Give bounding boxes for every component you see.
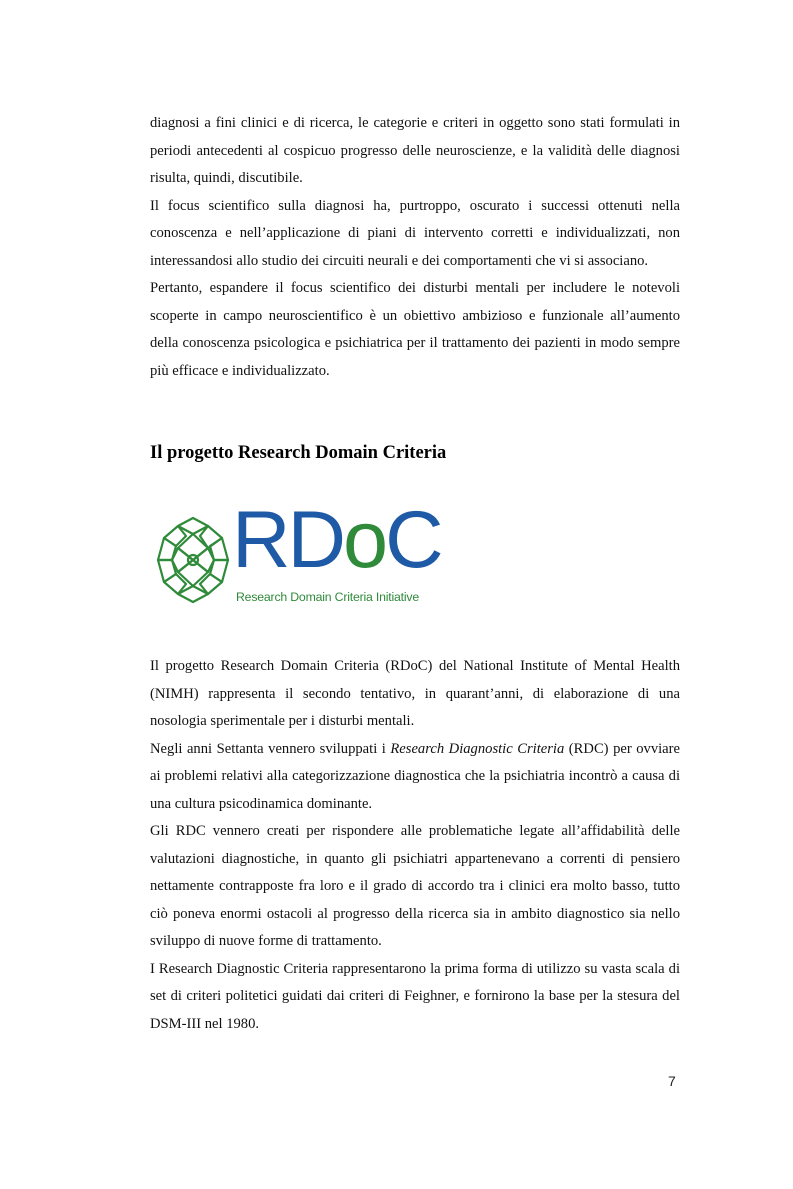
page-number: 7: [668, 1073, 676, 1089]
section-heading: Il progetto Research Domain Criteria: [150, 443, 447, 463]
body-text-bottom: [150, 653, 680, 1038]
paragraph: I Research Diagnostic Criteria rappresentarono la prima forma di utilizzo su vasta scala di set di criteri politetici guidati dai criteri di Feighner, e fornirono la base per la stesura del DSM-III nel 1980.: [150, 960, 680, 1032]
body-text-top: [150, 110, 680, 385]
rdoc-wordmark: RDoC: [232, 495, 441, 585]
rdoc-flower-icon: [152, 514, 234, 606]
rdoc-logo: [152, 495, 441, 612]
paragraph: Pertanto, espandere il focus scientifico dei disturbi mentali per includere le notevoli scoperte in campo neuroscientifico è un obiettivo ambizioso e funzionale all’aumento della conoscenza psicologica e psichiatrica per il trattamento dei pazienti in modo sempre più efficace e individualizzato.: [150, 280, 680, 379]
paragraph: Negli anni Settanta vennero sviluppati i Research Diagnostic Criteria (RDC) per ovviare ai problemi relativi alla categorizzazione diagnostica che la psichiatria incontrò a causa di una cultura psicodinamica dominante.: [150, 740, 680, 812]
italic-term: Research Diagnostic Criteria: [390, 740, 565, 757]
paragraph: Il progetto Research Domain Criteria (RDoC) del National Institute of Mental Health (NIMH) rappresenta il secondo tentativo, in quarant’anni, di elaborazione di una nosologia sperimentale per i disturbi mentali.: [150, 658, 680, 729]
paragraph: Il focus scientifico sulla diagnosi ha, purtroppo, oscurato i successi ottenuti nella conoscenza e nell’applicazione di piani di intervento corretti e individualizzati, non interessandosi allo studio dei circuiti neurali e dei comportamenti che vi si associano.: [150, 197, 680, 269]
rdoc-tagline: Research Domain Criteria Initiative: [236, 590, 419, 604]
paragraph: diagnosi a fini clinici e di ricerca, le categorie e criteri in oggetto sono stati formulati in periodi antecedenti al cospicuo progresso delle neuroscienze, e la validità delle diagnosi risulta, quindi, discutibile.: [150, 115, 680, 186]
paragraph: Gli RDC vennero creati per rispondere alle problematiche legate all’affidabilità delle valutazioni diagnostiche, in quanto gli psichiatri appartenevano a correnti di pensiero nettamente contrapposte fra loro e il grado di accordo tra i clinici era molto basso, tutto ciò poneva enormi ostacoli al progresso della ricerca sia in ambito diagnostico sia nello sviluppo di nuove forme di trattamento.: [150, 823, 680, 949]
